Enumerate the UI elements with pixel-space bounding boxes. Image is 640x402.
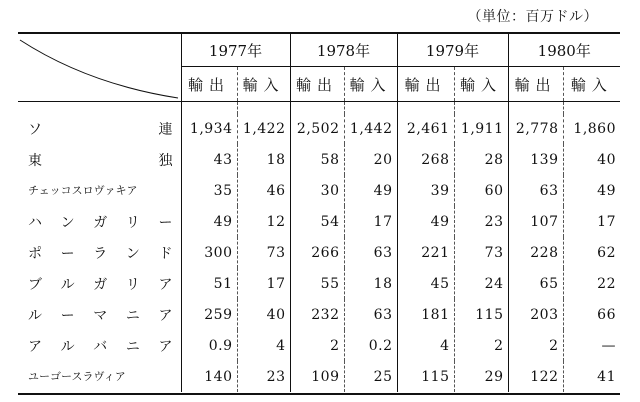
country-name: [18, 175, 181, 206]
export-value: 63: [508, 175, 563, 206]
export-value: 55: [290, 268, 344, 299]
import-value: 49: [344, 175, 397, 206]
export-value: 58: [290, 144, 344, 175]
country-label: 東 独: [28, 152, 173, 169]
unit-label: （単位：百万ドル）: [467, 9, 598, 25]
table-row: [18, 237, 620, 268]
export-value: 0.9: [181, 330, 237, 361]
import-value: 40: [237, 299, 290, 330]
export-value: 181: [397, 299, 454, 330]
country-name: [18, 268, 181, 299]
import-value: 18: [237, 144, 290, 175]
import-header: 輸入: [454, 67, 508, 102]
import-value: 1,911: [454, 114, 508, 144]
export-value: 51: [181, 268, 237, 299]
import-value: 24: [454, 268, 508, 299]
import-value: 49: [563, 175, 620, 206]
export-value: 139: [508, 144, 563, 175]
import-value: 28: [454, 144, 508, 175]
import-value: 40: [563, 144, 620, 175]
export-value: 1,934: [181, 114, 237, 144]
table-row: [18, 330, 620, 361]
import-value: —: [563, 330, 620, 361]
import-value: 17: [344, 206, 397, 237]
country-name: [18, 330, 181, 361]
import-value: 0.2: [344, 330, 397, 361]
export-value: 221: [397, 237, 454, 268]
export-value: 228: [508, 237, 563, 268]
country-name: [18, 114, 181, 144]
import-value: 41: [563, 361, 620, 392]
import-value: 46: [237, 175, 290, 206]
export-value: 232: [290, 299, 344, 330]
export-value: 45: [397, 268, 454, 299]
country-name: [18, 206, 181, 237]
country-label: ユーゴースラヴィア: [28, 370, 126, 383]
table-row: [18, 206, 620, 237]
import-value: 23: [454, 206, 508, 237]
import-value: 12: [237, 206, 290, 237]
trade-table: [18, 34, 620, 392]
import-value: 63: [344, 237, 397, 268]
import-value: 4: [237, 330, 290, 361]
import-value: 115: [454, 299, 508, 330]
export-value: 54: [290, 206, 344, 237]
import-header: 輸入: [344, 67, 397, 102]
country-name: [18, 299, 181, 330]
country-name: [18, 237, 181, 268]
table-bottom-rule: [18, 393, 620, 395]
import-value: 18: [344, 268, 397, 299]
export-value: 259: [181, 299, 237, 330]
export-value: 109: [290, 361, 344, 392]
country-name: [18, 144, 181, 175]
table-row: [18, 144, 620, 175]
export-header: 輸出: [181, 67, 237, 102]
country-name: [18, 361, 181, 392]
year-header-1979: 1979年: [397, 34, 508, 67]
export-value: 140: [181, 361, 237, 392]
export-value: 300: [181, 237, 237, 268]
country-label: ソ 連: [28, 122, 173, 138]
import-value: 1,422: [237, 114, 290, 144]
country-label: ポ ー ラ ン ド: [28, 245, 173, 262]
import-value: 66: [563, 299, 620, 330]
export-value: 4: [397, 330, 454, 361]
import-value: 63: [344, 299, 397, 330]
export-value: 115: [397, 361, 454, 392]
country-label: チェッコスロヴァキア: [28, 184, 138, 197]
import-value: 73: [237, 237, 290, 268]
export-value: 2,461: [397, 114, 454, 144]
corner-header-cell: [18, 34, 181, 102]
export-value: 266: [290, 237, 344, 268]
export-value: 203: [508, 299, 563, 330]
import-value: 17: [237, 268, 290, 299]
year-header-1978: 1978年: [290, 34, 397, 67]
import-value: 20: [344, 144, 397, 175]
import-value: 23: [237, 361, 290, 392]
export-value: 49: [397, 206, 454, 237]
export-value: 43: [181, 144, 237, 175]
export-header: 輸出: [397, 67, 454, 102]
country-label: ブ ル ガ リ ア: [28, 276, 173, 293]
import-value: 1,860: [563, 114, 620, 144]
export-value: 122: [508, 361, 563, 392]
diagonal-line: [18, 34, 181, 100]
export-value: 2,502: [290, 114, 344, 144]
export-value: 65: [508, 268, 563, 299]
import-value: 1,442: [344, 114, 397, 144]
export-value: 2: [508, 330, 563, 361]
import-value: 73: [454, 237, 508, 268]
country-label: ハ ン ガ リ ー: [28, 214, 173, 231]
export-value: 2,778: [508, 114, 563, 144]
import-value: 2: [454, 330, 508, 361]
export-value: 39: [397, 175, 454, 206]
export-value: 35: [181, 175, 237, 206]
export-value: 2: [290, 330, 344, 361]
import-value: 62: [563, 237, 620, 268]
table-row: [18, 114, 620, 144]
country-label: ア ル バ ニ ア: [28, 338, 173, 355]
table-row: [18, 268, 620, 299]
table-row: [18, 361, 620, 392]
import-value: 25: [344, 361, 397, 392]
import-value: 22: [563, 268, 620, 299]
export-value: 30: [290, 175, 344, 206]
export-header: 輸出: [290, 67, 344, 102]
export-header: 輸出: [508, 67, 563, 102]
table-row: [18, 299, 620, 330]
export-value: 107: [508, 206, 563, 237]
import-header: 輸入: [563, 67, 620, 102]
import-value: 60: [454, 175, 508, 206]
export-value: 268: [397, 144, 454, 175]
country-label: ル ー マ ニ ア: [28, 307, 173, 324]
import-value: 17: [563, 206, 620, 237]
table-row: [18, 175, 620, 206]
import-value: 29: [454, 361, 508, 392]
year-header-1977: 1977年: [181, 34, 290, 67]
export-value: 49: [181, 206, 237, 237]
import-header: 輸入: [237, 67, 290, 102]
year-header-1980: 1980年: [508, 34, 620, 67]
